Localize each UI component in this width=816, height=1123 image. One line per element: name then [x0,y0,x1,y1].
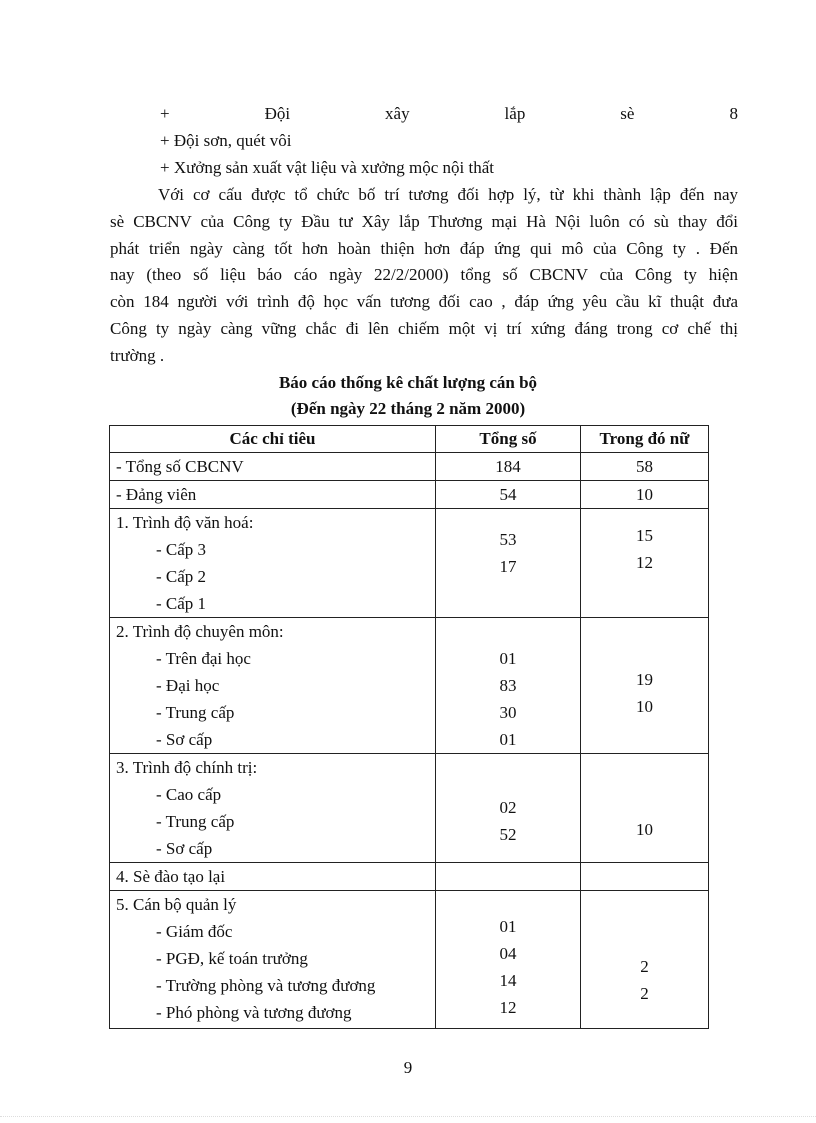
paragraph-line: sè CBCNV của Công ty Đầu tư Xây lắp Thương mại Hà Nội luôn có sù thay đổi [110,212,738,231]
row-label: - Tổng số CBCNV [116,457,244,476]
value-total: 30 [499,703,517,722]
paragraph-line: phát triển ngày càng tốt hơn hoàn thiện hơn đáp ứng qui mô của Công ty . Đến [110,239,738,258]
row-label: - Đảng viên [116,485,197,504]
value-female: 19 [636,670,653,689]
sub-item: - Đại học [156,676,220,695]
table-header-row [110,426,709,453]
row-female: 58 [636,457,653,476]
staff-quality-table [109,425,709,1029]
header-total: Tổng số [436,426,581,453]
value-total: 52 [499,825,517,844]
paragraph-line: nay (theo số liệu báo cáo ngày 22/2/2000) tổng số CBCNV của Công ty hiện [110,265,738,284]
value-female: 10 [636,697,653,716]
value-total: 02 [499,798,517,817]
paragraph-line: trường . [110,346,165,365]
value-total: 01 [499,649,517,668]
sub-item: - Sơ cấp [156,839,213,858]
value-female: 12 [636,553,653,572]
sub-item: - Trường phòng và tương đương [156,976,376,995]
sub-item: - Phó phòng và tương đương [156,1003,352,1022]
bullet-word: Đội [264,104,291,123]
paragraph-line: còn 184 người với trình độ học vấn tương đối cao , đáp ứng yêu cầu kĩ thuật đưa [110,292,738,311]
value-total: 01 [499,917,517,936]
sub-item: - Trung cấp [156,703,235,722]
table-row-management [110,891,709,1029]
sub-item: - Cao cấp [156,785,222,804]
row-total: 184 [495,457,521,476]
table-row [110,481,709,509]
bullet-word: 8 [729,104,738,123]
table-row [110,453,709,481]
value-total: 14 [499,971,517,990]
bullet-xuong: + Xưởng sản xuất vật liệu và xưởng mộc nội thất [160,158,494,177]
bullet-word: sè [620,104,635,123]
bullet-word: xây [385,104,410,123]
value-total: 17 [499,557,517,576]
table-row-culture [110,509,709,618]
sub-item: - Sơ cấp [156,730,213,749]
paragraph-line: Công ty ngày càng vững chắc đi lên chiếm một vị trí xứng đáng trong cơ chế thị [110,319,738,338]
row-total: 54 [499,485,517,504]
report-subtitle: (Đến ngày 22 tháng 2 năm 2000) [290,399,526,418]
section-heading: 3. Trình độ chính trị: [116,758,258,777]
bullet-word: lắp [504,104,526,123]
row-label: 4. Sè đào tạo lại [116,867,226,886]
sub-item: - Giám đốc [156,922,233,941]
value-female: 2 [640,957,649,976]
value-total: 83 [499,676,517,695]
section-heading: 2. Trình độ chuyên môn: [116,622,284,641]
table-row-professional [110,618,709,754]
value-total: 53 [499,530,517,549]
section-heading: 1. Trình độ văn hoá: [116,513,254,532]
value-female: 10 [636,820,653,839]
table-row-political [110,754,709,863]
value-female: 15 [636,526,653,545]
sub-item: - Trung cấp [156,812,235,831]
sub-item: - Trên đại học [156,649,251,668]
paragraph-line: Với cơ cấu được tổ chức bố trí tương đối hợp lý, từ khi thành lập đến nay [158,185,738,204]
sub-item: - Cấp 3 [156,540,207,559]
page-bottom-divider [0,1116,816,1117]
row-female: 10 [636,485,653,504]
bullet-word: + [160,104,170,123]
value-total: 01 [499,730,517,749]
section-heading: 5. Cán bộ quản lý [116,895,237,914]
header-criteria: Các chỉ tiêu [110,426,436,453]
header-female: Trong đó nữ [581,426,709,453]
report-title: Báo cáo thống kê chất lượng cán bộ [278,373,538,392]
bullet-doi-son: + Đội sơn, quét vôi [160,131,292,150]
value-total: 12 [499,998,517,1017]
table-row [110,863,709,891]
sub-item: - Cấp 2 [156,567,207,586]
page-number: 9 [403,1058,413,1077]
sub-item: - Cấp 1 [156,594,207,613]
sub-item: - PGĐ, kế toán trưởng [156,949,308,968]
value-total: 04 [499,944,517,963]
bullet-doi-xay-lap [160,104,738,124]
value-female: 2 [640,984,649,1003]
